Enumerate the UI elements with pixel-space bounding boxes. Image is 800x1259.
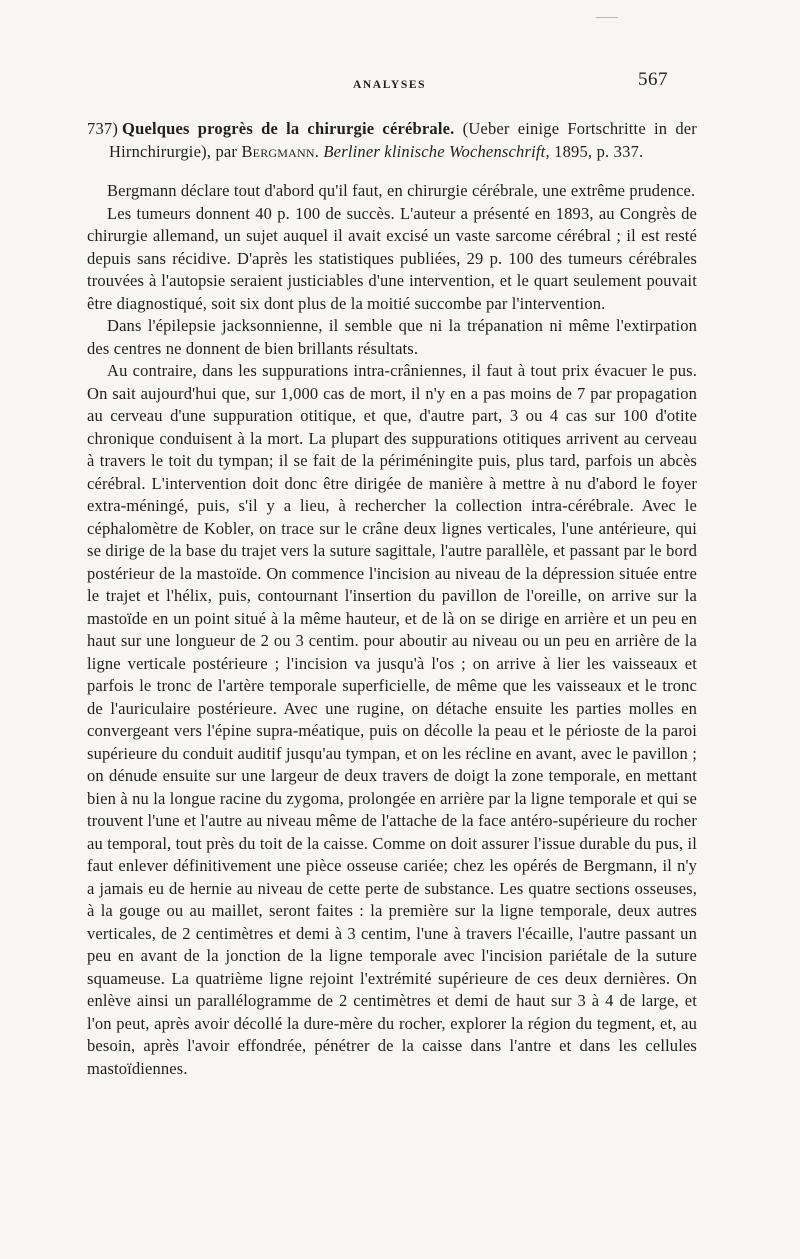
article [87,118,697,1080]
article-heading [87,118,697,163]
article-body [87,180,697,1080]
paragraph: Bergmann déclare tout d'abord qu'il faut, en chirurgie cérébrale, une extrême prudence. [107,181,696,200]
article-author: Bergmann. [241,141,320,161]
paragraph: Les tumeurs donnent 40 p. 100 de succès. L'auteur a présenté en 1893, au Congrès de chirurgie allemand, un sujet auquel il avait excisé un vaste sarcome cérébral ; il est resté depuis sans récidive. D'après les statistiques publiées, 29 p. 100 des tumeurs cérébrales trouvées à l'autopsie seraient justiciables d'une intervention, et le quart seulement pouvait être diagnostiqué, soit six dont plus de la moitié succombe par l'intervention. [87,203,697,313]
header-rule [596,17,618,18]
paragraph: Dans l'épilepsie jacksonnienne, il semble que ni la trépanation ni même l'extirpation des centres ne donnent de bien brillants résultats. [87,316,697,358]
running-head [0,69,800,96]
page-number: 567 [638,69,668,90]
article-citation: 1895, p. 337. [554,141,644,161]
paragraph: Au contraire, dans les suppurations intra-crâniennes, il faut à tout prix évacuer le pus. On sait aujourd'hui que, sur 1,000 cas de mort, il n'y en a pas moins de 7 par propagation au cerveau d'une suppuration otitique, et que, d'autre part, 3 ou 4 cas sur 100 d'otite chronique conduisent à la mort. La plupart des suppurations otitiques arrivent au cerveau à travers le toit du tympan; il se fait de la périméningite puis, plus tard, parfois un abcès cérébral. L'intervention doit donc être dirigée de manière à mettre à nu d'abord le foyer extra-méningé, puis, s'il y a lieu, à rechercher la collection intra-cérébrale. Avec le céphalomètre de Kobler, on trace sur le crâne deux lignes verticales, l'une antérieure, qui se dirige de la base du trajet vers la suture sagittale, l'autre parallèle, et passant par le bord postérieur de la mastoïde. On commence l'incision au niveau de la dépression située entre le trajet et l'hélix, puis, contournant l'insertion du pavillon de l'oreille, on arrive sur la mastoïde en un point situé à la même hauteur, et de là on se dirige en arrière et un peu en haut sur une longueur de 2 ou 3 centim. pour aboutir au niveau ou un peu en arrière de la ligne verticale postérieure ; l'incision va jusqu'à l'os ; on arrive à lier les vaisseaux et parfois le tronc de l'artère temporale superficielle, de même que les vaisseaux et le tronc de l'auriculaire postérieure. Avec une rugine, on détache ensuite les parties molles en convergeant vers l'épine supra-méatique, puis on décolle la peau et le périoste de la paroi supérieure du conduit auditif jusqu'au tympan, et on les récline en avant, avec le pavillon ; on dénude ensuite sur une largeur de deux travers de doigt la zone temporale, en mettant bien à nu la longue racine du zygoma, prolongée en arrière par la ligne temporale et qui se trouvent l'une et l'autre au niveau même de l'attache de la face antéro-supérieure du rocher au temporal, tout près du toit de la caisse. Comme on doit assurer l'issue durable du pus, il faut enlever définitivement une pièce osseuse cariée; chez les opérés de Bergmann, il n'y a jamais eu de hernie au niveau de cette perte de substance. Les quatre sections osseuses, à la gouge ou au maillet, seront faites : la première sur la ligne temporale, deux autres verticales, de 2 centimètres et demi à 3 centim, l'une à travers l'écaille, l'autre passant un peu en avant de la jonction de la ligne temporale avec l'incision pariétale de la suture squameuse. La quatrième ligne rejoint l'extrémité supérieure de ces deux dernières. On enlève ainsi un parallélogramme de 2 centimètres et demi de haut sur 3 à 4 de large, et l'on peut, après avoir décollé la dure-mère du rocher, explorer la région du tegment, et, au besoin, après l'avoir effondrée, pénétrer de la caisse dans l'antre et dans les cellules mastoïdiennes. [87,361,697,1078]
running-title: ANALYSES [353,79,427,91]
article-title: Quelques progrès de la chirurgie cérébrale. [122,119,455,138]
article-journal: Berliner klinische Wochenschrift, [323,141,550,161]
article-subtitle: (Ueber einige Fortschritte in der Hirnchirurgie), par [109,119,697,161]
article-number: 737) [87,119,119,138]
